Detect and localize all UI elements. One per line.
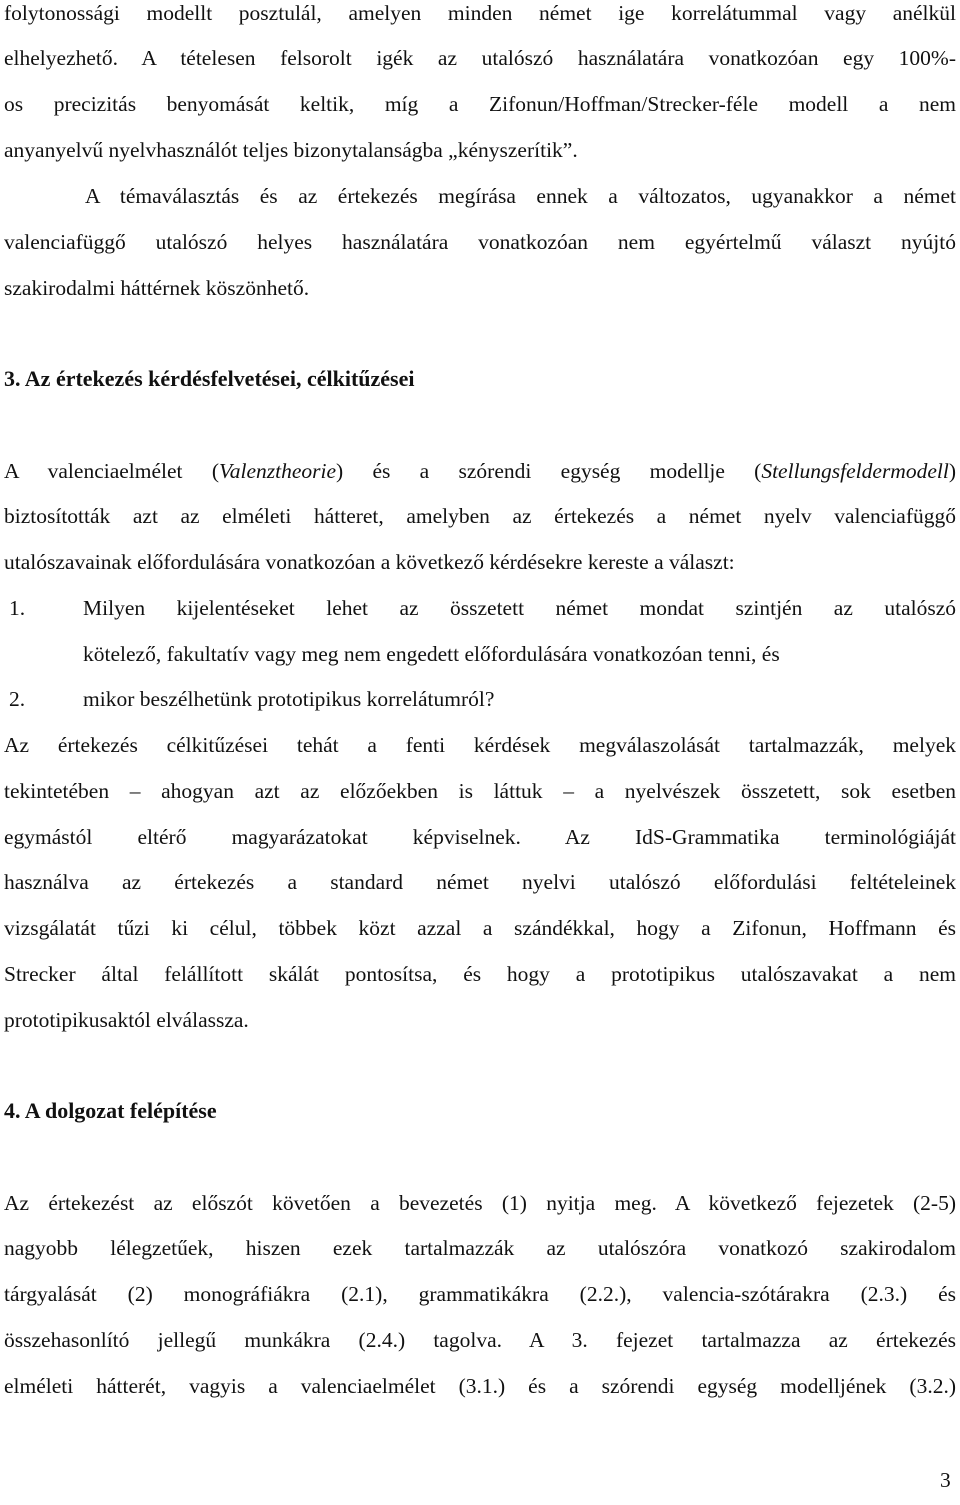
text-line: valenciafüggő utalószó helyes használatára vonatkozóan nem egyértelmű választ nyújtó <box>4 230 956 254</box>
list-text: Milyen kijelentéseket lehet az összetett német mondat szintjén az utalószó <box>83 596 956 620</box>
list-text: mikor beszélhetünk prototipikus korrelátumról? <box>83 687 495 711</box>
text-line: egymástól eltérő magyarázatokat képviselnek. Az IdS-Grammatika terminológiáját <box>4 825 956 849</box>
text-run: ) és a szórendi egység modellje ( <box>336 459 762 483</box>
list-number: 2. <box>9 687 26 711</box>
text-line: anyanyelvű nyelvhasználót teljes bizonytalanságba „kényszerítik”. <box>4 138 578 162</box>
text-line: elméleti hátterét, vagyis a valenciaelmélet (3.1.) és a szórendi egység modelljének (3.2.) <box>4 1374 956 1398</box>
italic-term: Stellungsfeldermodell <box>761 459 949 483</box>
text-line: használva az értekezés a standard német nyelvi utalószó előfordulási feltételeinek <box>4 870 956 894</box>
list-item-continuation: kötelező, fakultatív vagy meg nem engedett előfordulására vonatkozóan tenni, és <box>83 642 780 666</box>
text-line: nagyobb lélegzetűek, hiszen ezek tartalmazzák az utalószóra vonatkozó szakirodalom <box>4 1236 956 1260</box>
list-item <box>9 595 956 621</box>
text-line: folytonossági modellt posztulál, amelyen minden német ige korrelátummal vagy anélkül <box>4 1 956 25</box>
text-line: Strecker által felállított skálát pontosítsa, és hogy a prototipikus utalószavakat a nem <box>4 962 956 986</box>
text-line: A témaválasztás és az értekezés megírása ennek a változatos, ugyanakkor a német <box>85 184 956 208</box>
page-number: 3 <box>940 1468 951 1492</box>
text-line <box>4 458 956 484</box>
text-line: utalószavainak előfordulására vonatkozóan a következő kérdésekre kereste a választ: <box>4 550 735 574</box>
text-line: összehasonlító jellegű munkákra (2.4.) tagolva. A 3. fejezet tartalmazza az értekezés <box>4 1328 956 1352</box>
text-line: tekintetében – ahogyan azt az előzőekben is láttuk – a nyelvészek összetett, sok esetben <box>4 779 956 803</box>
text-line: vizsgálatát tűzi ki célul, többek közt azzal a szándékkal, hogy a Zifonun, Hoffmann és <box>4 916 956 940</box>
section-heading: 4. A dolgozat felépítése <box>4 1098 217 1123</box>
text-line: biztosították azt az elméleti hátteret, amelyben az értekezés a német nyelv valenciafüggő <box>4 504 956 528</box>
text-run: ) <box>948 459 956 483</box>
italic-term: Valenztheorie <box>218 459 337 483</box>
list-number: 1. <box>9 596 26 620</box>
text-line: tárgyalását (2) monográfiákra (2.1), grammatikákra (2.2.), valencia-szótárakra (2.3.) és <box>4 1282 956 1306</box>
text-run: A valenciaelmélet ( <box>4 459 219 483</box>
section-heading: 3. Az értekezés kérdésfelvetései, célkitűzései <box>4 366 415 391</box>
text-line: os precizitás benyomását keltik, míg a Zifonun/Hoffman/Strecker-féle modell a nem <box>4 92 956 116</box>
text-line: szakirodalmi háttérnek köszönhető. <box>4 276 310 300</box>
text-line: prototipikusaktól elválassza. <box>4 1008 249 1032</box>
text-line: Az értekezés célkitűzései tehát a fenti kérdések megválaszolását tartalmazzák, melyek <box>4 733 956 757</box>
text-line: elhelyezhető. A tételesen felsorolt igék az utalószó használatára vonatkozóan egy 100%- <box>4 46 956 70</box>
list-item <box>9 686 494 712</box>
text-line: Az értekezést az előszót követően a bevezetés (1) nyitja meg. A következő fejezetek (2-5) <box>4 1191 956 1215</box>
